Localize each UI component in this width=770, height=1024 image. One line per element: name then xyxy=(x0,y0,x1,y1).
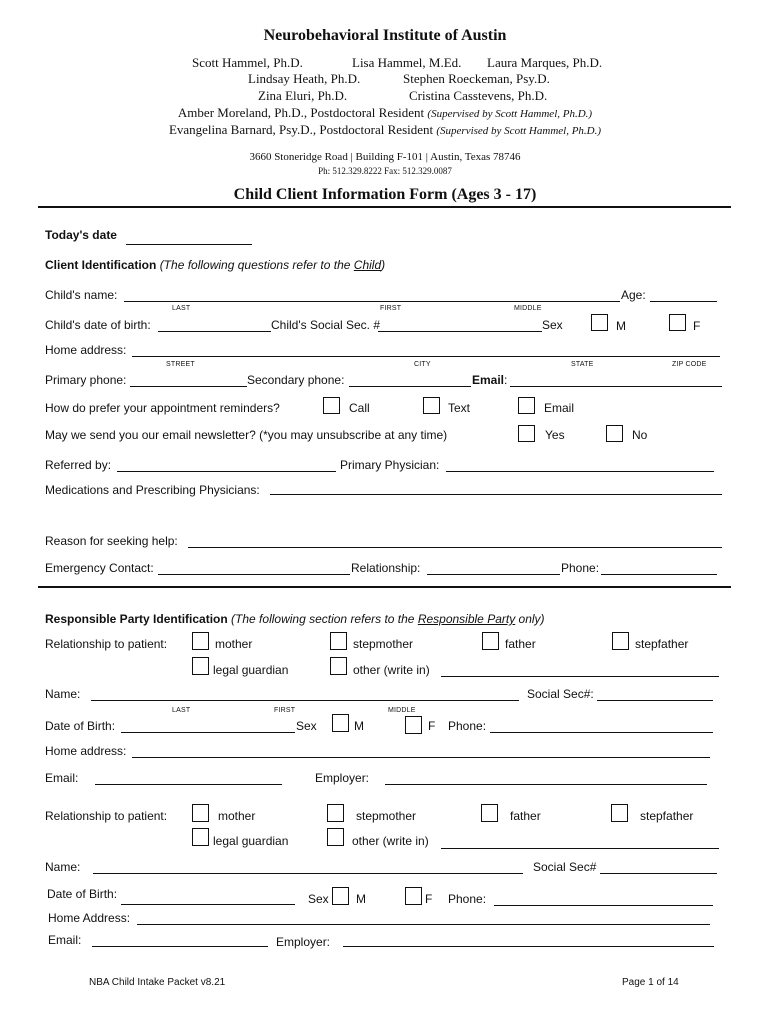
sub-label-last: LAST xyxy=(172,707,191,714)
rp-email-label: Email: xyxy=(45,771,79,785)
rp-ssn-field[interactable] xyxy=(597,700,713,701)
rp2-phone-field[interactable] xyxy=(494,905,713,906)
section-note: (The following questions refer to the Child) xyxy=(159,258,386,272)
rp2-name-field[interactable] xyxy=(93,873,523,874)
rel2-guardian-checkbox[interactable] xyxy=(192,828,209,846)
rp2-sex-m-checkbox[interactable] xyxy=(332,887,349,905)
rel-other-checkbox[interactable] xyxy=(330,657,347,675)
emergency-contact-field[interactable] xyxy=(158,574,350,575)
sub-label-middle: MIDDLE xyxy=(388,707,416,714)
rel2-guardian-label: legal guardian xyxy=(213,834,289,848)
home-address-field[interactable] xyxy=(132,356,720,357)
referred-by-field[interactable] xyxy=(117,471,336,472)
sub-label-first: FIRST xyxy=(380,305,402,312)
reminder-text-checkbox[interactable] xyxy=(423,397,440,414)
staff-name: Zina Eluri, Ph.D. xyxy=(258,88,348,103)
relationship-to-patient-label: Relationship to patient: xyxy=(45,809,168,823)
rp-name-field[interactable] xyxy=(91,700,519,701)
address-line: 3660 Stoneridge Road | Building F-101 | Austin, Texas 78746 xyxy=(249,151,521,163)
rp-employer-label: Employer: xyxy=(315,771,370,785)
relationship-to-patient-label: Relationship to patient: xyxy=(45,637,168,651)
client-id-heading xyxy=(45,258,385,272)
reminder-email-checkbox[interactable] xyxy=(518,397,535,414)
rp2-sex-label: Sex xyxy=(308,892,329,906)
emergency-phone-label: Phone: xyxy=(561,561,600,575)
section-heading: Client Identification xyxy=(45,258,157,272)
reminders-question: How do prefer your appointment reminders? xyxy=(45,401,280,415)
newsletter-question: May we send you our email newsletter? (*you may unsubscribe at any time) xyxy=(45,428,448,442)
section-heading: Responsible Party Identification xyxy=(45,612,228,626)
newsletter-yes-label: Yes xyxy=(545,428,565,442)
resident-name: Amber Moreland, Ph.D., Postdoctoral Resident xyxy=(177,105,425,120)
rel2-stepfather-checkbox[interactable] xyxy=(611,804,628,822)
footer-page-number: Page 1 of 14 xyxy=(622,977,679,988)
sex-f-checkbox[interactable] xyxy=(669,314,686,331)
rp2-name-label: Name: xyxy=(45,860,81,874)
reminder-call-label: Call xyxy=(349,401,370,415)
relationship-field[interactable] xyxy=(427,574,560,575)
emergency-contact-label: Emergency Contact: xyxy=(45,561,154,575)
rp-sex-label: Sex xyxy=(296,719,317,733)
email-label: Email: xyxy=(472,373,508,387)
supervisor-note: (Supervised by Scott Hammel, Ph.D.) xyxy=(427,108,593,120)
sex-label: Sex xyxy=(542,318,563,332)
reason-field[interactable] xyxy=(188,547,722,548)
resident-line xyxy=(0,105,770,121)
sub-label-state: STATE xyxy=(571,361,594,368)
form-title: Child Client Information Form (Ages 3 - 17) xyxy=(233,186,537,203)
rel-mother-checkbox[interactable] xyxy=(192,632,209,650)
relationship-label: Relationship: xyxy=(351,561,421,575)
staff-name: Scott Hammel, Ph.D. xyxy=(192,55,303,70)
rp2-sex-f-checkbox[interactable] xyxy=(405,887,422,905)
emergency-phone-field[interactable] xyxy=(601,574,717,575)
rp2-home-address-field[interactable] xyxy=(137,924,710,925)
rp-employer-field[interactable] xyxy=(385,784,707,785)
medications-field[interactable] xyxy=(270,494,722,495)
rel2-stepmother-checkbox[interactable] xyxy=(327,804,344,822)
referred-by-label: Referred by: xyxy=(45,458,112,472)
sub-label-first: FIRST xyxy=(274,707,296,714)
rp2-ssn-label: Social Sec# xyxy=(533,860,597,874)
sex-m-label: M xyxy=(616,319,626,333)
todays-date-field[interactable] xyxy=(126,244,252,245)
newsletter-no-label: No xyxy=(632,428,648,442)
rel-mother-label: mother xyxy=(215,637,253,651)
rp-sex-f-label: F xyxy=(428,719,436,733)
rp-name-label: Name: xyxy=(45,687,81,701)
rel-other-field[interactable] xyxy=(441,676,719,677)
child-ssn-label: Child's Social Sec. # xyxy=(271,318,381,332)
rp-dob-field[interactable] xyxy=(121,732,295,733)
rp-email-field[interactable] xyxy=(95,784,282,785)
staff-name: Laura Marques, Ph.D. xyxy=(487,55,603,70)
rp2-home-address-label: Home Address: xyxy=(48,911,131,925)
rp2-employer-field[interactable] xyxy=(343,946,714,947)
rel-other-label: other (write in) xyxy=(353,663,430,677)
rp2-dob-field[interactable] xyxy=(121,904,295,905)
child-ssn-field[interactable] xyxy=(378,331,542,332)
reminder-call-checkbox[interactable] xyxy=(323,397,340,414)
sub-label-last: LAST xyxy=(172,305,191,312)
rel2-father-checkbox[interactable] xyxy=(481,804,498,822)
primary-physician-label: Primary Physician: xyxy=(340,458,440,472)
rp2-dob-label: Date of Birth: xyxy=(47,887,118,901)
section-note: (The following section refers to the Responsible Party only) xyxy=(231,612,545,626)
resident-line xyxy=(0,122,770,138)
rp-sex-f-checkbox[interactable] xyxy=(405,716,422,734)
rp-home-address-field[interactable] xyxy=(132,757,710,758)
sub-label-street: STREET xyxy=(166,361,195,368)
sex-f-label: F xyxy=(693,319,701,333)
resident-name: Evangelina Barnard, Psy.D., Postdoctoral Resident xyxy=(168,122,434,137)
rp2-sex-m-label: M xyxy=(356,892,366,906)
rp2-ssn-field[interactable] xyxy=(600,873,717,874)
responsible-heading xyxy=(45,612,545,626)
childs-name-label: Child's name: xyxy=(45,288,118,302)
rel-stepfather-label: stepfather xyxy=(635,637,689,651)
sex-m-checkbox[interactable] xyxy=(591,314,608,331)
phone-fax-line: Ph: 512.329.8222 Fax: 512.329.0087 xyxy=(318,166,452,176)
institute-name: Neurobehavioral Institute of Austin xyxy=(263,27,507,44)
staff-name: Cristina Casstevens, Ph.D. xyxy=(409,88,548,103)
rp2-email-label: Email: xyxy=(48,933,82,947)
rp-sex-m-checkbox[interactable] xyxy=(332,714,349,732)
child-dob-field[interactable] xyxy=(158,331,271,332)
sub-label-city: CITY xyxy=(414,361,431,368)
age-label: Age: xyxy=(621,288,646,302)
age-field[interactable] xyxy=(650,301,717,302)
rp-sex-m-label: M xyxy=(354,719,364,733)
medications-label: Medications and Prescribing Physicians: xyxy=(45,483,260,497)
staff-name: Lisa Hammel, M.Ed. xyxy=(352,55,462,70)
rp-dob-label: Date of Birth: xyxy=(45,719,116,733)
rel2-mother-checkbox[interactable] xyxy=(192,804,209,822)
rp2-email-field[interactable] xyxy=(92,946,268,947)
rel-father-checkbox[interactable] xyxy=(482,632,499,650)
rel2-other-label: other (write in) xyxy=(352,834,429,848)
rel-guardian-checkbox[interactable] xyxy=(192,657,209,675)
rel-father-label: father xyxy=(505,637,536,651)
reminder-email-label: Email xyxy=(544,401,575,415)
secondary-phone-field[interactable] xyxy=(349,386,471,387)
email-field[interactable] xyxy=(510,386,722,387)
rp2-employer-label: Employer: xyxy=(276,935,331,949)
reason-label: Reason for seeking help: xyxy=(45,534,178,548)
rel-stepfather-checkbox[interactable] xyxy=(612,632,629,650)
title-divider xyxy=(38,206,731,208)
newsletter-yes-checkbox[interactable] xyxy=(518,425,535,442)
rel-stepmother-checkbox[interactable] xyxy=(330,632,347,650)
staff-name: Stephen Roeckeman, Psy.D. xyxy=(403,71,550,86)
rel2-other-checkbox[interactable] xyxy=(327,828,344,846)
todays-date-label: Today's date xyxy=(45,228,117,242)
sub-label-middle: MIDDLE xyxy=(514,305,542,312)
section-divider xyxy=(38,586,731,588)
rp2-sex-f-label: F xyxy=(425,892,433,906)
rel2-stepfather-label: stepfather xyxy=(640,809,694,823)
rp-home-address-label: Home address: xyxy=(45,744,127,758)
reminder-text-label: Text xyxy=(448,401,471,415)
primary-phone-field[interactable] xyxy=(130,386,247,387)
rel-guardian-label: legal guardian xyxy=(213,663,289,677)
rp2-phone-label: Phone: xyxy=(448,892,487,906)
child-dob-label: Child's date of birth: xyxy=(45,318,151,332)
secondary-phone-label: Secondary phone: xyxy=(247,373,345,387)
childs-name-field[interactable] xyxy=(124,301,620,302)
rp-phone-field[interactable] xyxy=(490,732,713,733)
rel2-mother-label: mother xyxy=(218,809,256,823)
primary-physician-field[interactable] xyxy=(446,471,714,472)
sub-label-zip: ZIP CODE xyxy=(672,361,707,368)
home-address-label: Home address: xyxy=(45,343,127,357)
supervisor-note: (Supervised by Scott Hammel, Ph.D.) xyxy=(436,125,602,137)
primary-phone-label: Primary phone: xyxy=(45,373,127,387)
staff-name: Lindsay Heath, Ph.D. xyxy=(248,71,361,86)
rel2-other-field[interactable] xyxy=(441,848,719,849)
rp-ssn-label: Social Sec#: xyxy=(527,687,594,701)
rel2-father-label: father xyxy=(510,809,541,823)
rp-phone-label: Phone: xyxy=(448,719,487,733)
rel-stepmother-label: stepmother xyxy=(353,637,414,651)
newsletter-no-checkbox[interactable] xyxy=(606,425,623,442)
rel2-stepmother-label: stepmother xyxy=(356,809,417,823)
footer-packet-version: NBA Child Intake Packet v8.21 xyxy=(89,977,226,988)
